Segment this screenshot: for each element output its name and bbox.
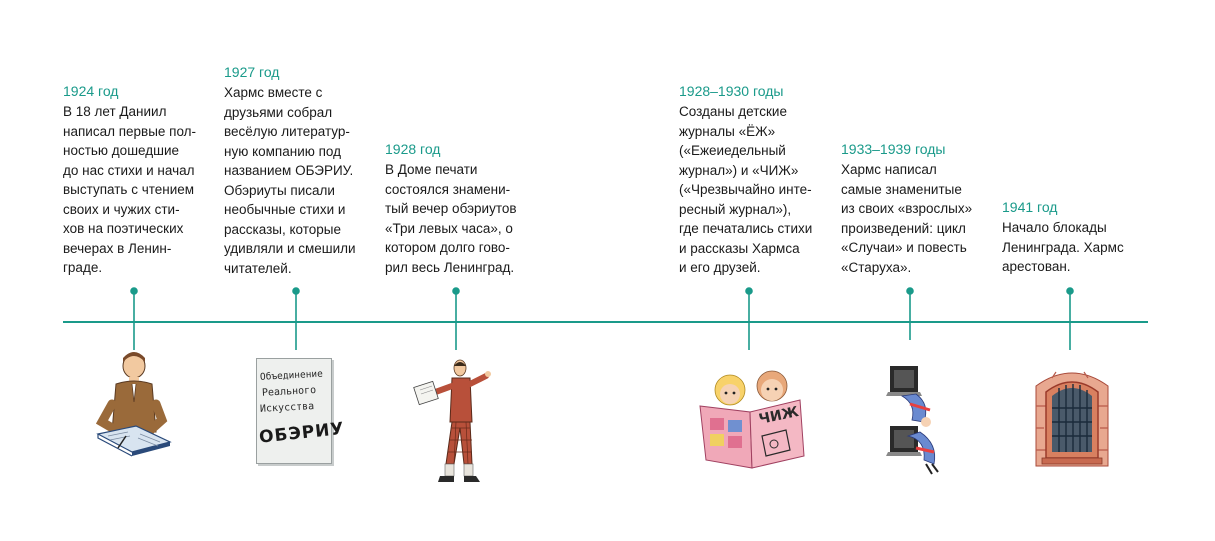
text-line: Обэриуты писали: [224, 182, 335, 198]
text-line: Ленинграда. Хармс: [1002, 239, 1124, 255]
text-line: весёлую литератур-: [224, 124, 350, 139]
text-line: самые знаменитые: [841, 181, 962, 197]
text-line: котором долго гово-: [385, 240, 510, 255]
event-description: [224, 83, 404, 278]
text-line: Хармс написал: [841, 162, 937, 177]
text-line: рил весь Ленинград.: [385, 259, 515, 275]
text-line: («Чрезвычайно инте-: [679, 182, 812, 197]
event-description: [679, 102, 859, 278]
text-line: до нас стихи и начал: [63, 162, 195, 178]
text-line: удивляли и смешили: [224, 241, 356, 256]
text-line: где печатались стихи: [679, 221, 813, 236]
event-1941: [1002, 198, 1182, 277]
text-line: названием ОБЭРИУ.: [224, 163, 354, 178]
text-line: («Ежеиедельный: [679, 143, 786, 158]
event-description: [1002, 218, 1182, 277]
poster-title: ОБЭРИУ: [258, 418, 346, 448]
text-line: друзьями собрал: [224, 104, 333, 120]
text-line: Хармс вместе с: [224, 85, 323, 100]
falling-woman-icon: [886, 364, 942, 474]
event-description: [385, 160, 565, 277]
event-year: 1927 год: [224, 64, 280, 80]
boy-writing-icon: [96, 352, 172, 470]
event-1928: [385, 140, 565, 277]
event-description: [841, 160, 1021, 277]
text-line: вечерах в Ленин-: [63, 240, 172, 256]
text-line: В Доме печати: [385, 162, 478, 177]
event-year: 1924 год: [63, 83, 119, 99]
text-line: граде.: [63, 260, 103, 275]
text-line: Созданы детские: [679, 104, 787, 119]
text-line: ную компанию под: [224, 143, 342, 159]
text-line: хов на поэтических: [63, 221, 184, 236]
text-line: ресный журнал»),: [679, 201, 792, 217]
text-line: состоялся знамени-: [385, 181, 511, 197]
text-line: ностью дошедшие: [63, 143, 179, 158]
man-reading-icon: [414, 358, 494, 490]
text-line: из своих «взрослых»: [841, 201, 973, 216]
text-line: Начало блокады: [1002, 220, 1107, 235]
text-line: «Три левых часа», о: [385, 220, 513, 236]
poster-line: Реального: [261, 384, 317, 399]
event-year: 1941 год: [1002, 199, 1058, 215]
event-1933-1939: [841, 140, 1021, 277]
event-year: 1928–1930 годы: [679, 83, 784, 99]
event-year: 1928 год: [385, 141, 441, 157]
event-1927: [224, 63, 404, 278]
text-line: читателей.: [224, 260, 292, 276]
text-line: необычные стихи и: [224, 202, 346, 217]
poster-line: Объединение: [259, 368, 324, 383]
children-magazine-icon: [696, 366, 808, 470]
text-line: «Случаи» и повесть: [841, 240, 967, 255]
text-line: «Старуха».: [841, 259, 912, 275]
barred-window-icon: [1032, 366, 1112, 468]
text-line: произведений: цикл: [841, 220, 966, 236]
text-line: своих и чужих сти-: [63, 201, 180, 217]
text-line: В 18 лет Даниил: [63, 104, 167, 119]
oberiu-poster-icon: [256, 358, 346, 464]
text-line: рассказы, которые: [224, 221, 341, 237]
event-1928-1930: [679, 82, 859, 278]
event-1924: [63, 82, 243, 278]
text-line: написал первые пол-: [63, 123, 197, 139]
poster-line: Искусства: [259, 401, 315, 415]
text-line: и его друзей.: [679, 260, 761, 275]
event-year: 1933–1939 годы: [841, 141, 946, 157]
magazine-title: ЧИЖ: [757, 403, 801, 428]
text-line: арестован.: [1002, 259, 1071, 274]
event-description: [63, 102, 243, 278]
text-line: журналы «ЁЖ»: [679, 123, 776, 139]
text-line: тый вечер обэриутов: [385, 201, 517, 216]
text-line: журнал») и «ЧИЖ»: [679, 162, 799, 178]
text-line: и рассказы Хармса: [679, 240, 800, 256]
text-line: выступать с чтением: [63, 182, 195, 197]
